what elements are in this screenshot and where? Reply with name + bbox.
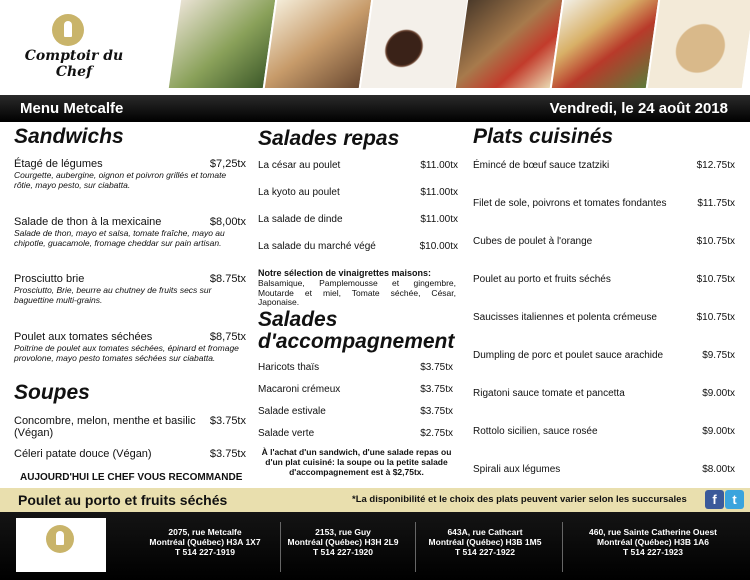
address-phone[interactable]: T 514 227-1923 xyxy=(622,547,684,558)
item-price: $2.75tx xyxy=(420,428,453,439)
item-price: $10.75tx xyxy=(696,236,735,247)
item-price: $8.00tx xyxy=(702,464,735,475)
menu-item xyxy=(258,406,453,417)
menu-item xyxy=(14,448,246,460)
divider xyxy=(280,522,281,572)
availability-disclaimer: *La disponibilité et le choix des plats peuvent varier selon les succursales xyxy=(352,494,687,505)
vinaigrettes-list: Balsamique, Pamplemousse et gingembre, Moutarde et miel, Tomate séchée, César, Japonaise. xyxy=(258,277,456,308)
item-price: $10.75tx xyxy=(696,274,735,285)
item-name: Saucisses italiennes et polenta crémeuse xyxy=(473,312,657,323)
menu-item xyxy=(14,415,246,439)
header xyxy=(0,0,750,95)
vinaigrettes-title: Notre sélection de vinaigrettes maisons: xyxy=(258,268,432,278)
item-price: $8.75tx xyxy=(209,273,246,285)
section-title-sandwichs: Sandwichs xyxy=(14,125,124,148)
item-name: Macaroni crémeux xyxy=(258,384,341,395)
item-price: $8,00tx xyxy=(209,216,246,228)
chef-recommendation-label: AUJOURD'HUI LE CHEF VOUS RECOMMANDE xyxy=(20,472,243,483)
menu-date: Vendredi, le 24 août 2018 xyxy=(549,100,728,117)
item-price: $11.00tx xyxy=(420,214,458,225)
item-name: Concombre, melon, menthe et basilic (Végan) xyxy=(14,415,196,439)
address-phone[interactable]: T 514 227-1922 xyxy=(454,547,516,558)
address-street: 643A, rue Cathcart xyxy=(447,527,523,537)
address-street: 2153, rue Guy xyxy=(315,527,371,537)
address-street: 460, rue Sainte Catherine Ouest xyxy=(588,527,718,537)
item-name: Salade verte xyxy=(258,428,315,439)
menu-item xyxy=(258,187,458,198)
food-photo-salad xyxy=(169,0,277,88)
item-price: $12.75tx xyxy=(696,160,735,171)
item-name: Spirali aux légumes xyxy=(473,464,561,475)
section-title-salades-repas: Salades repas xyxy=(258,127,400,150)
item-name: Poulet aux tomates séchées xyxy=(14,331,153,343)
item-name: Salade de thon à la mexicaine xyxy=(14,216,162,228)
item-name: La kyoto au poulet xyxy=(258,187,340,198)
item-price: $9.75tx xyxy=(702,350,735,361)
menu-item xyxy=(258,384,453,395)
item-price: $10.00tx xyxy=(419,241,458,252)
food-photo-muffins xyxy=(360,0,468,88)
item-name: Rigatoni sauce tomate et pancetta xyxy=(473,388,625,399)
item-price: $7,25tx xyxy=(209,158,246,170)
menu-item xyxy=(258,428,453,439)
address-street: 2075, rue Metcalfe xyxy=(168,527,242,537)
item-price: $11.00tx xyxy=(420,187,458,198)
menu-item xyxy=(258,160,458,171)
brand-logo[interactable] xyxy=(14,14,134,80)
item-name: Haricots thaïs xyxy=(258,362,320,373)
item-description: Courgette, aubergine, oignon et poivron grillés et tomate rôtie, mayo pesto, sur ciabatta. xyxy=(14,170,227,190)
menu-item xyxy=(473,388,735,399)
section-title-salades-accompagnement xyxy=(258,309,454,353)
menu-title: Menu Metcalfe xyxy=(20,100,124,117)
menu-item xyxy=(14,158,246,191)
twitter-icon[interactable]: t xyxy=(725,490,744,509)
item-price: $11.00tx xyxy=(420,160,458,171)
address-block xyxy=(140,527,270,558)
menu-item xyxy=(258,214,458,225)
section-title-soupes: Soupes xyxy=(14,381,90,404)
food-photo-sandwich xyxy=(265,0,373,88)
item-name: Rottolo sicilien, sauce rosée xyxy=(473,426,598,437)
address-block xyxy=(568,527,738,558)
item-price: $8,75tx xyxy=(209,331,246,343)
chef-recommended-dish: Poulet au porto et fruits séchés xyxy=(18,492,228,508)
item-price: $9.00tx xyxy=(702,388,735,399)
item-name: La salade de dinde xyxy=(258,214,343,225)
item-price: $3.75tx xyxy=(420,384,453,395)
item-price: $3.75tx xyxy=(209,448,246,460)
address-city: Montréal (Québec) H3H 2L9 xyxy=(287,537,399,548)
item-name: Cubes de poulet à l'orange xyxy=(473,236,593,247)
food-photo-plate xyxy=(552,0,660,88)
address-city: Montréal (Québec) H3B 1A6 xyxy=(597,537,709,548)
menu-item xyxy=(473,274,735,285)
recommendation-bar xyxy=(0,488,750,512)
menu-item xyxy=(14,273,246,306)
menu-item xyxy=(473,198,735,209)
item-name: Prosciutto brie xyxy=(14,273,85,285)
item-price: $3.75tx xyxy=(209,415,246,427)
chef-hat-icon xyxy=(52,14,84,46)
address-block xyxy=(283,527,403,558)
item-name: Salade estivale xyxy=(258,406,326,417)
item-name: La salade du marché végé xyxy=(258,241,376,252)
address-city: Montréal (Québec) H3A 1X7 xyxy=(149,537,261,548)
item-price: $9.00tx xyxy=(702,426,735,437)
item-price: $3.75tx xyxy=(420,362,453,373)
facebook-icon[interactable]: f xyxy=(705,490,724,509)
menu-item xyxy=(473,464,735,475)
chef-hat-icon xyxy=(46,525,74,553)
menu-item xyxy=(14,216,246,249)
food-photo-chicken xyxy=(456,0,564,88)
address-city: Montréal (Québec) H3B 1M5 xyxy=(428,537,542,548)
item-description: Salade de thon, mayo et salsa, tomate fraîche, mayo au chipotle, guacamole, fromage cheddar sur pain artisan. xyxy=(14,228,225,248)
item-price: $10.75tx xyxy=(696,312,735,323)
section-title-line: d'accompagnement xyxy=(258,330,455,354)
menu-item xyxy=(473,426,735,437)
footer-addresses xyxy=(0,512,750,580)
menu-item xyxy=(258,362,453,373)
menu-item xyxy=(473,312,735,323)
item-name: Émincé de bœuf sauce tzatziki xyxy=(473,160,610,171)
address-phone[interactable]: T 514 227-1920 xyxy=(312,547,374,558)
menu-item xyxy=(473,236,735,247)
section-title-plats: Plats cuisinés xyxy=(473,125,614,148)
item-price: $11.75tx xyxy=(697,198,735,209)
item-name: Poulet au porto et fruits séchés xyxy=(473,274,611,285)
food-photo-strip xyxy=(175,0,750,88)
brand-name: Comptoir du Chef xyxy=(24,48,124,80)
item-price: $3.75tx xyxy=(420,406,453,417)
menu-item xyxy=(258,241,458,252)
item-description: Poitrine de poulet aux tomates séchées, épinard et fromage provolone, mayo pesto tomates séchées sur ciabatta. xyxy=(14,343,239,363)
section-title-line: Salades xyxy=(258,308,338,331)
menu-item xyxy=(473,160,735,171)
menu-title-bar xyxy=(0,95,750,122)
item-name: La césar au poulet xyxy=(258,160,341,171)
footer-logo[interactable] xyxy=(16,518,106,572)
item-name: Dumpling de porc et poulet sauce arachide xyxy=(473,350,664,361)
address-block xyxy=(420,527,550,558)
combo-note: À l'achat d'un sandwich, d'une salade repas ou d'un plat cuisiné: la soupe ou la petite salade d'accompagnement est à $2,75tx. xyxy=(261,447,452,477)
item-name: Étagé de légumes xyxy=(14,158,103,170)
menu-item xyxy=(473,350,735,361)
item-name: Céleri patate douce (Végan) xyxy=(14,448,152,460)
divider xyxy=(415,522,416,572)
item-name: Filet de sole, poivrons et tomates fondantes xyxy=(473,198,667,209)
item-description: Prosciutto, Brie, beurre au chutney de fruits secs sur baguettine multi-grains. xyxy=(14,285,212,305)
address-phone[interactable]: T 514 227-1919 xyxy=(174,547,236,558)
food-photo-cookies xyxy=(648,0,750,88)
vinaigrettes-note xyxy=(258,268,456,308)
divider xyxy=(562,522,563,572)
menu-item xyxy=(14,331,246,364)
